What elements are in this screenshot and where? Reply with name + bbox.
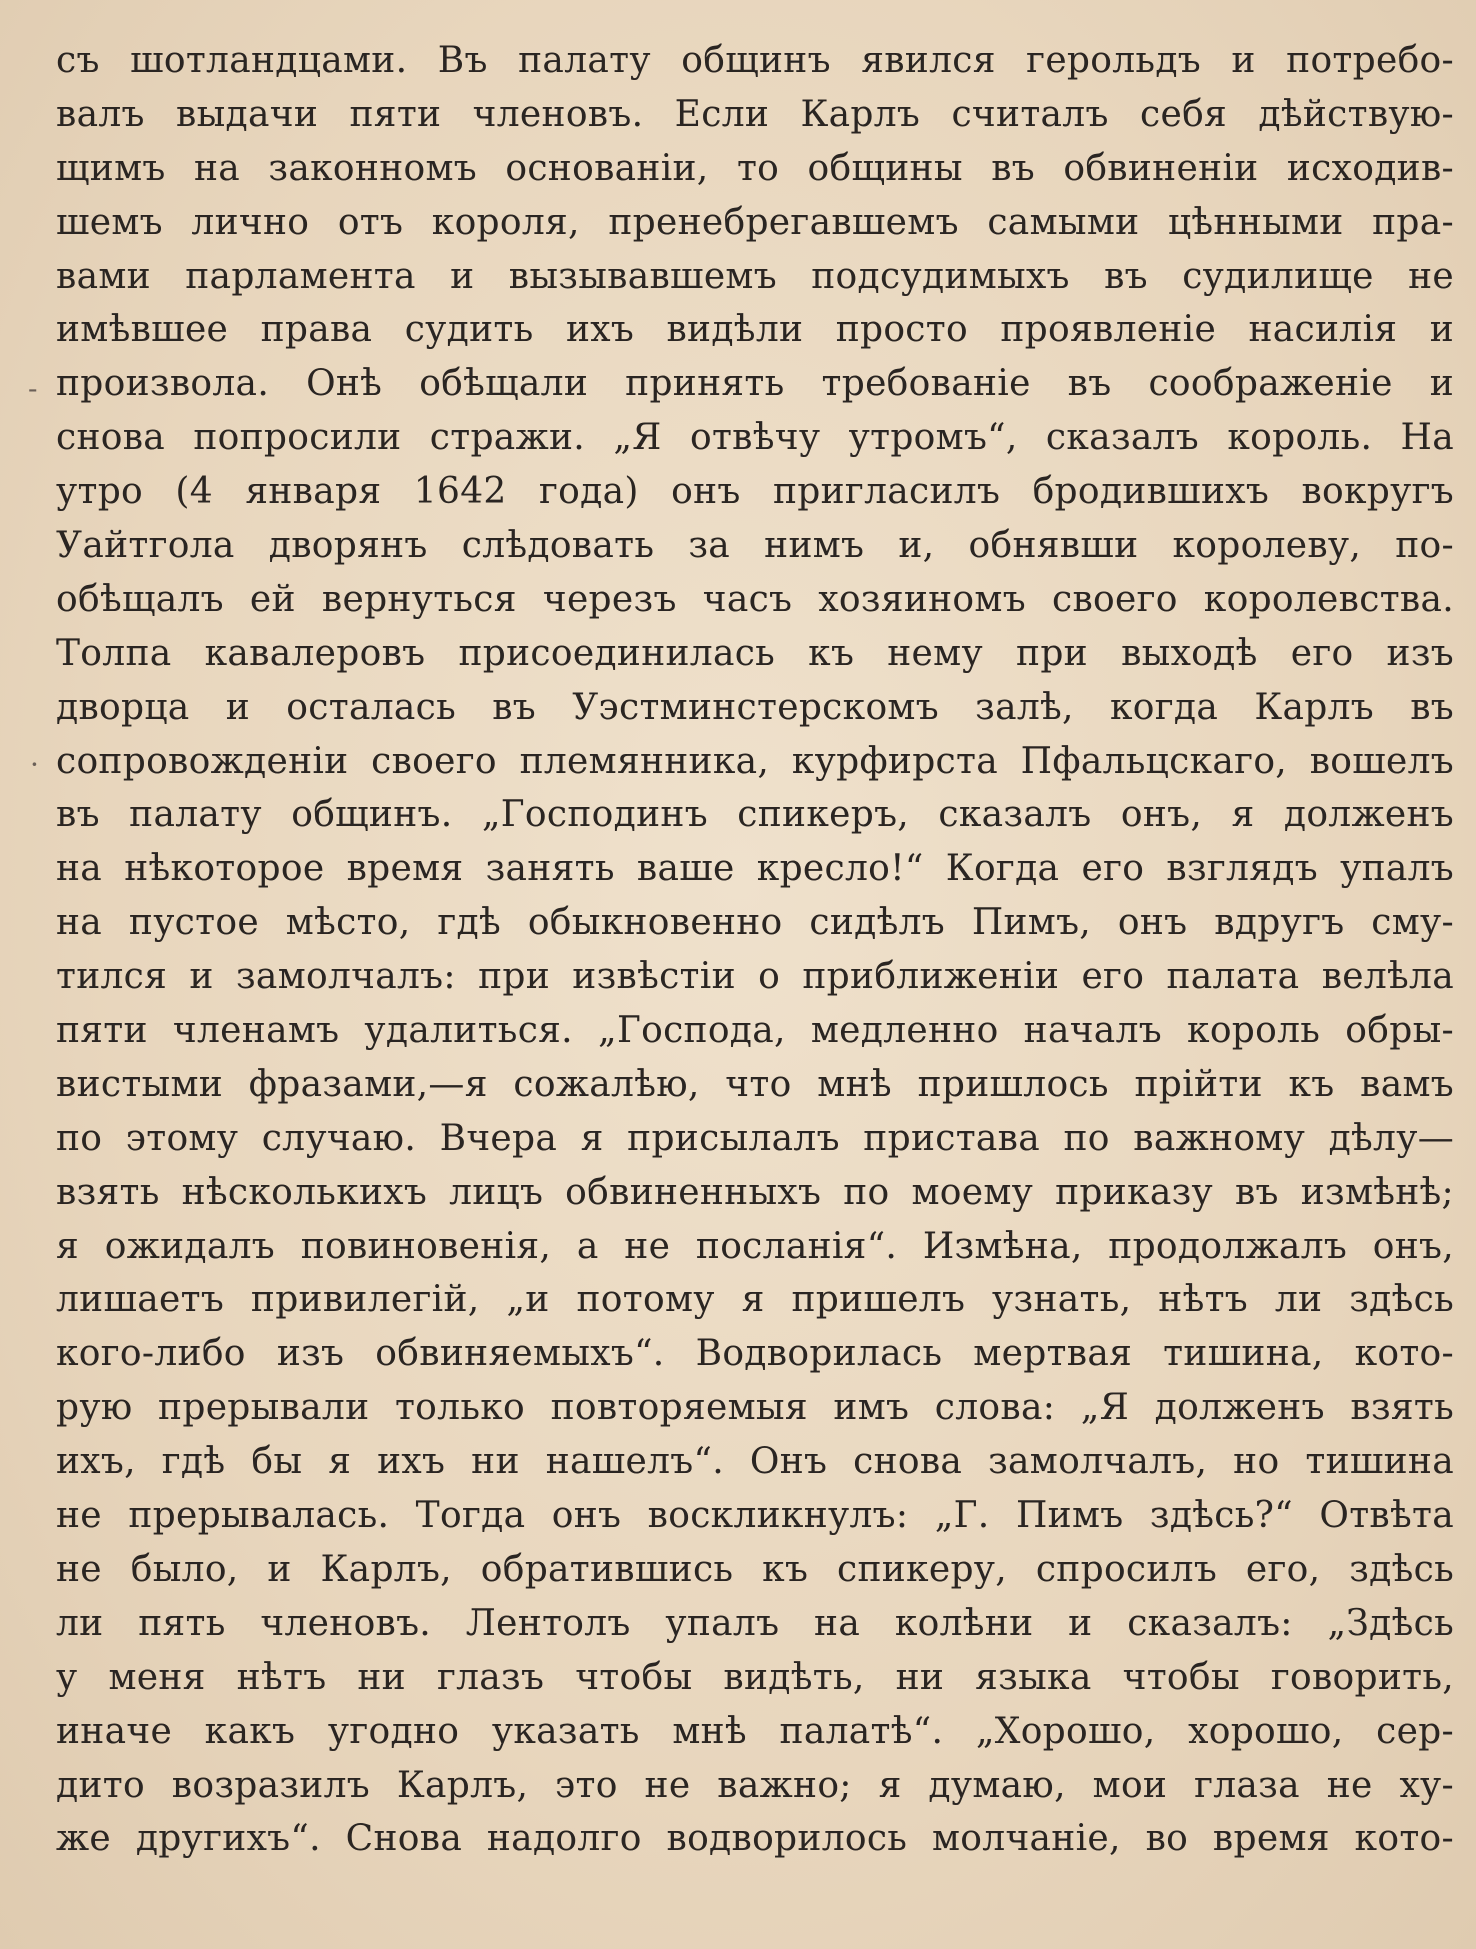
text-line: Уайтгола дворянъ слѣдовать за нимъ и, обнявши королеву, по- (56, 525, 1454, 567)
text-line: я ожидалъ повиновенiя, а не посланiя“. Измѣна, продолжалъ онъ, (56, 1225, 1454, 1267)
text-line: снова попросили стражи. „Я отвѣчу утромъ“, сказалъ король. На (56, 417, 1454, 459)
text-line: щимъ на законномъ основанiи, то общины въ обвиненiи исходив- (56, 147, 1454, 189)
text-line: ихъ, гдѣ бы я ихъ ни нашелъ“. Онъ снова замолчалъ, но тишина (56, 1441, 1454, 1483)
text-line: кого-либо изъ обвиняемыхъ“. Водворилась мертвая тишина, кото- (56, 1333, 1454, 1375)
body-text (56, 34, 1454, 1866)
text-line: дито возразилъ Карлъ, это не важно; я думаю, мои глаза не ху- (56, 1764, 1454, 1806)
text-line: Толпа кавалеровъ присоединилась къ нему при выходѣ его изъ (56, 632, 1454, 674)
text-line: шемъ лично отъ короля, пренебрегавшемъ самыми цѣнными пра- (56, 201, 1454, 243)
text-line: имѣвшее права судить ихъ видѣли просто проявленiе насилiя и (56, 309, 1454, 351)
text-line: на нѣкоторое время занять ваше кресло!“ Когда его взглядъ упалъ (56, 848, 1454, 890)
text-line: рую прерывали только повторяемыя имъ слова: „Я долженъ взять (56, 1387, 1454, 1429)
text-line: же другихъ“. Снова надолго водворилось молчанiе, во время кото- (56, 1818, 1454, 1860)
text-line: тился и замолчалъ: при извѣстiи о приближенiи его палата велѣла (56, 956, 1454, 998)
text-line: обѣщалъ ей вернуться черезъ часъ хозяиномъ своего королевства. (56, 578, 1454, 620)
text-line: не прерывалась. Тогда онъ воскликнулъ: „Г. Пимъ здѣсь?“ Отвѣта (56, 1495, 1454, 1537)
text-line: на пустое мѣсто, гдѣ обыкновенно сидѣлъ Пимъ, онъ вдругъ сму- (56, 902, 1454, 944)
text-line: иначе какъ угодно указать мнѣ палатѣ“. „Хорошо, хорошо, сер- (56, 1710, 1454, 1752)
text-line: ли пять членовъ. Лентолъ упалъ на колѣни и сказалъ: „Здѣсь (56, 1602, 1454, 1644)
text-line: въ палату общинъ. „Господинъ спикеръ, сказалъ онъ, я долженъ (56, 794, 1454, 836)
text-line: сопровожденiи своего племянника, курфирста Пфальцскаго, вошелъ (56, 740, 1454, 782)
text-line: дворца и осталась въ Уэстминстерскомъ залѣ, когда Карлъ въ (56, 686, 1454, 728)
margin-dash-mark: ‐ (28, 372, 38, 405)
text-line: лишаетъ привилегiй, „и потому я пришелъ узнать, нѣтъ ли здѣсь (56, 1279, 1454, 1321)
text-line: у меня нѣтъ ни глазъ чтобы видѣть, ни языка чтобы говорить, (56, 1656, 1454, 1698)
text-line: по этому случаю. Вчера я присылалъ пристава по важному дѣлу— (56, 1117, 1454, 1159)
text-line: вами парламента и вызывавшемъ подсудимыхъ въ судилище не (56, 255, 1454, 297)
text-line: пяти членамъ удалиться. „Господа, медленно началъ король обры- (56, 1010, 1454, 1052)
text-line: не было, и Карлъ, обратившись къ спикеру, спросилъ его, здѣсь (56, 1548, 1454, 1590)
margin-dot-mark: · (30, 748, 39, 781)
text-line: утро (4 января 1642 года) онъ пригласилъ бродившихъ вокругъ (56, 471, 1454, 513)
text-line: произвола. Онѣ обѣщали принять требованiе въ соображенiе и (56, 363, 1454, 405)
text-line: вистыми фразами,—я сожалѣю, что мнѣ пришлось прiйти къ вамъ (56, 1063, 1454, 1105)
text-line: съ шотландцами. Въ палату общинъ явился герольдъ и потребо- (56, 40, 1454, 81)
text-line: взять нѣсколькихъ лицъ обвиненныхъ по моему приказу въ измѣнѣ; (56, 1171, 1454, 1213)
text-line: валъ выдачи пяти членовъ. Если Карлъ считалъ себя дѣйствую- (56, 93, 1454, 135)
